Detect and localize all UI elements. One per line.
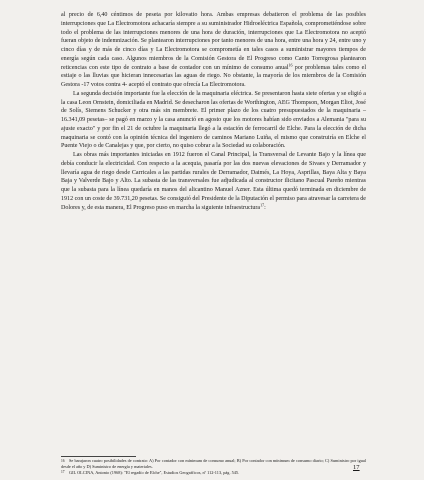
footnote-ref-17[interactable]: 17 (260, 202, 265, 207)
footnotes (61, 458, 366, 476)
footnote-16 (61, 458, 366, 470)
footnote-text: Se barajaron cuatro posibilidades de contrato: A) Por contador con mínimum de consumo anual; B) Por contador con mínimum de consumo diario; C) Suministro por igual desde el año y D) Suministro de energía y materiales. (61, 458, 366, 470)
footnote-number: 16 (61, 458, 65, 463)
paragraph-3-text-b: : (264, 204, 266, 211)
footnote-ref-16[interactable]: 16 (288, 62, 293, 67)
paragraph-1 (61, 11, 366, 90)
footnote-divider (61, 456, 136, 457)
body-text (61, 11, 366, 212)
page-number: 17 (353, 464, 360, 471)
paragraph-3 (61, 151, 366, 212)
footnote-17 (61, 470, 366, 476)
footnote-number: 17 (61, 470, 65, 475)
paragraph-1-text-b: por problemas tales como el estiaje o las lluvias que hicieran innecesarias las aguas de riego. No obstante, la mayoría de los miembros de la Comisión Gestora -17 votos contra 4- aceptó el contrato que ofrecía La Electromotora. (61, 64, 367, 88)
paragraph-3-text-a: Las obras más importantes iniciadas en 1912 fueron el Canal Principal, la Transversal de Levante Bajo y la línea que debía conducir la electricidad. Con respecto a la acequia, pasaría por las dos nuevas elevaciones de Sivaes y Derramador y llevaría agua de riego desde Carricales a las partidas rurales de Derramador, Daimés, La Hoya, Asprillas, Baya Alta y Baya Baja y Valverde Bajo y Alto. La subasta de las transversales fue adjudicada al constructor ilicitano Pascual Pareño mientras que la subasta para la línea quedaría en manos del alicantino Manuel Azner. Esta última quedó terminada en diciembre de 1912 con un coste de 39.731,20 pesetas. Se consiguió del Presidente de la Diputación el permiso para atravesar la carretera de Dolores y, de esta manera, El Progreso puso en marcha la siguiente infraestructura (61, 152, 366, 211)
paragraph-2: La segunda decisión importante fue la elección de la maquinaria eléctrica. Se presentaron hasta siete ofertas y se eligió a la casa Leon Ornstein, domiciliada en Madrid. Se desecharon las ofertas de Worthington, AEG Thompson, Morgan Eliot, José de Solís, Siemens Schucker y otra más sin membrete. El primer plazo de los cuatro presupuestados de la maquinaria –16.341,09 pesetas– se pagó en marzo y la casa anunció en agosto que los motores habían sido enviados a Alemania "para su ajuste exacto" y por fin el 21 de octubre la maquinaria llegó a la estación de ferrocarril de Elche. Para la elección de dicha maquinaria se contó con la opinión técnica del ingeniero de caminos Mariano Luiña, el mismo que construiría en Elche el Puente Viejo o de Canalejas y que, por cierto, no quiso cobrar a la Sociedad su colaboración. (61, 90, 366, 150)
footnote-text: GIL OLCINA, Antonio (1968): "El regadío de Elche", Estudios Geográficos, nº 112-113, pág. 545. (69, 469, 240, 475)
paragraph-1-text-a: al precio de 6,40 céntimos de peseta por kilovatio hora. Ambas empresas debatieron el problema de las posibles interrupciones que La Electromotora achacaría siempre a su suministrador Hidroeléctrica Española, comprometiéndose sobre todo el problema de las interrupciones menores de una hora de duración, interrupciones que La Electromotora no aceptó fueran objeto de indemnización. Se plantearon interrupciones por tanto menores de una hora, entre una hora y 24, entre uno y cinco días y de más de cinco días y La Electromotora se comprometía en tales casos a suministrar mayores tiempos de energía según cada caso. Algunos miembros de la Comisión Gestora de El Progreso como Canto Torregrosa plantearon reticencias con este tipo de contrato a base de contador con un mínimo de consumo anual (61, 12, 366, 71)
